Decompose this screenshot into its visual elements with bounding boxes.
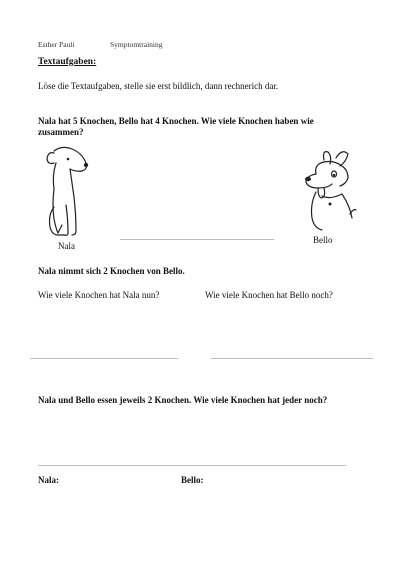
task2-answer-line-nala[interactable] [30, 358, 178, 359]
task2-question-bello: Wie viele Knochen hat Bello noch? [205, 290, 333, 300]
instruction-text: Löse die Textaufgaben, stelle sie erst bildlich, dann rechnerich dar. [38, 81, 279, 91]
header-author: Esther Pauli [38, 40, 75, 49]
task3-answer-line[interactable] [38, 465, 346, 466]
nala-label: Nala [58, 241, 75, 251]
task3-answer-bello-label: Bello: [181, 475, 204, 485]
task3-question: Nala und Bello essen jeweils 2 Knochen. Wie viele Knochen hat jeder noch? [38, 395, 328, 405]
header-subject: Symptomtraining [110, 40, 163, 49]
worksheet-title: Textaufgaben: [38, 57, 97, 67]
task2-question-nala: Wie viele Knochen hat Nala nun? [38, 290, 160, 300]
task3-answer-nala-label: Nala: [38, 475, 59, 485]
nala-dog-icon [44, 145, 94, 240]
bello-dog-icon [300, 148, 358, 234]
task2-answer-line-bello[interactable] [211, 358, 373, 359]
task2-statement: Nala nimmt sich 2 Knochen von Bello. [38, 266, 185, 276]
task1-answer-line[interactable] [120, 239, 274, 240]
bello-label: Bello [313, 235, 333, 245]
task1-question: Nala hat 5 Knochen, Bello hat 4 Knochen. Wie viele Knochen haben wie zusammen? [38, 116, 314, 137]
